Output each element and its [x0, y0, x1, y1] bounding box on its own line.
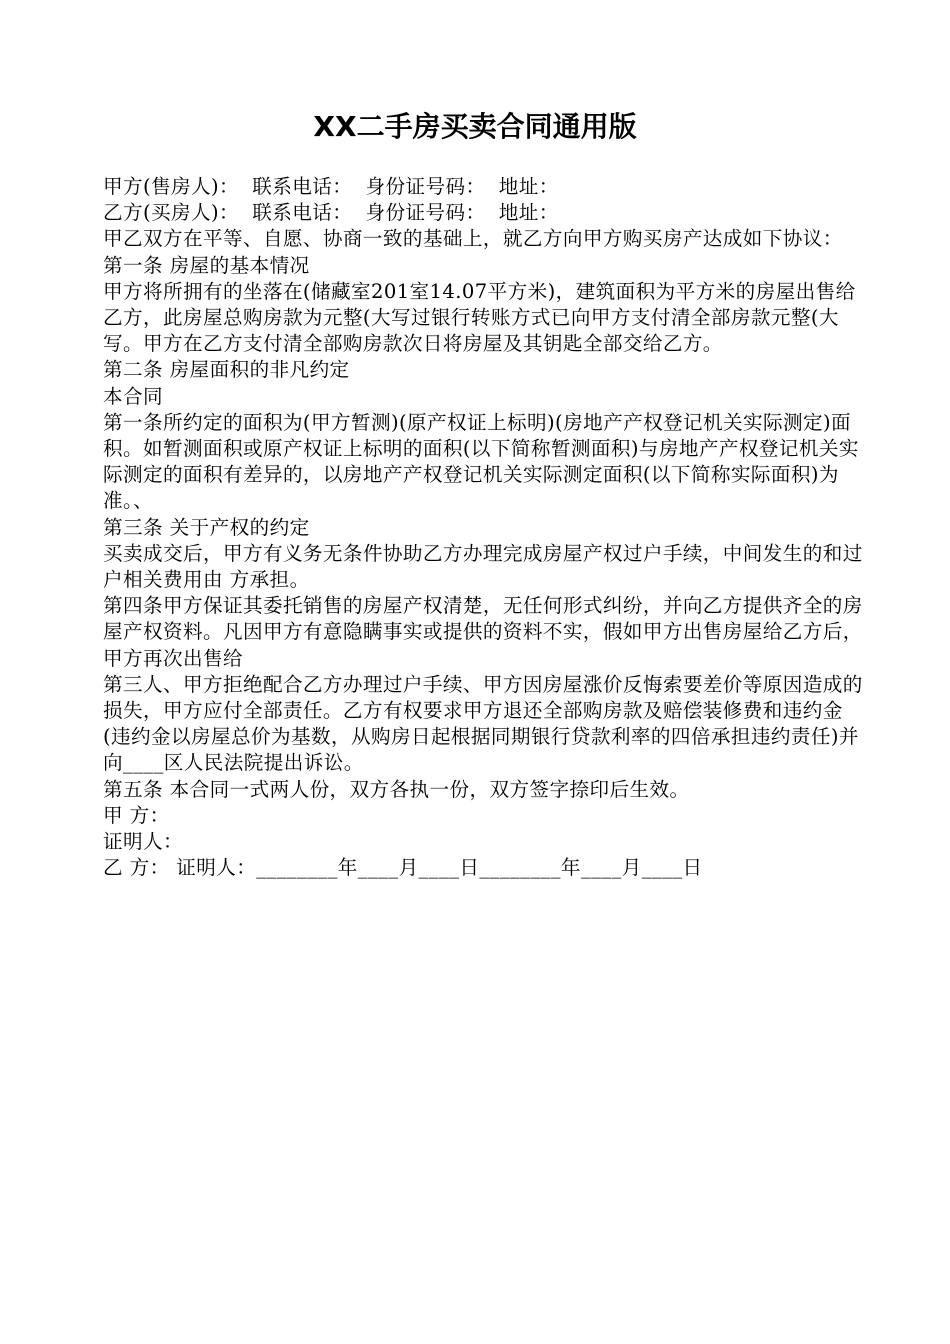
article-5-body: 第五条 本合同一式两人份，双方各执一份，双方签字捺印后生效。 [103, 777, 690, 801]
article-2-intro: 本合同 [103, 384, 163, 408]
article-1-body: 甲方将所拥有的坐落在(储藏室201室14.07平方米)，建筑面积为平方米的房屋出售给乙方，此房屋总购房款为元整(大写过银行转账方式已向甲方支付清全部房款元整(大写。甲方在乙方支付清全部购房款次日将房屋及其钥匙全部交给乙方。 [103, 279, 856, 356]
article-3-body: 买卖成交后，甲方有义务无条件协助乙方办理完成房屋产权过户手续，中间发生的和过户相关费用由 方承担。 [103, 541, 863, 592]
article-3-heading: 第三条 关于产权的约定 [103, 515, 310, 539]
party-a-signature-line: 甲 方： [103, 803, 170, 827]
document-body [103, 174, 863, 881]
article-2-heading: 第二条 房屋面积的非凡约定 [103, 358, 350, 382]
agreement-preamble: 甲乙双方在平等、自愿、协商一致的基础上，就乙方向甲方购买房产达成如下协议： [103, 227, 843, 251]
article-4-body: 第四条甲方保证其委托销售的房屋产权清楚，无任何形式纠纷，并向乙方提供齐全的房屋产权资料。凡因甲方有意隐瞒事实或提供的资料不实，假如甲方出售房屋给乙方后，甲方再次出售给 [103, 594, 863, 670]
document-title: XX二手房买卖合同通用版 [313, 110, 637, 143]
article-2-body: 第一条所约定的面积为(甲方暂测)(原产权证上标明)(房地产产权登记机关实际测定)面积。如暂测面积或原产权证上标明的面积(以下简称暂测面积)与房地产产权登记机关实际测定的面积有差异的，以房地产产权登记机关实际测定面积(以下简称实际面积)为准。、 [103, 410, 859, 513]
party-a-info-line: 甲方(售房人)： 联系电话： 身份证号码： 地址： [103, 175, 559, 198]
party-b-info-line: 乙方(买房人)： 联系电话： 身份证号码： 地址： [103, 201, 559, 225]
article-1-heading: 第一条 房屋的基本情况 [103, 253, 310, 277]
witness-line: 证明人： [103, 830, 183, 854]
party-b-signature-date-line: 乙 方： 证明人：________年____月____日________年____月____日 [103, 856, 703, 880]
article-4-continuation: 第三人、甲方拒绝配合乙方办理过户手续、甲方因房屋涨价反悔索要差价等原因造成的损失，甲方应付全部责任。乙方有权要求甲方退还全部购房款及赔偿装修费和违约金(违约金以房屋总价为基数，从购房日起根据同期银行贷款利率的四倍承担违约责任)并向____区人民法院提出诉讼。 [103, 672, 863, 775]
